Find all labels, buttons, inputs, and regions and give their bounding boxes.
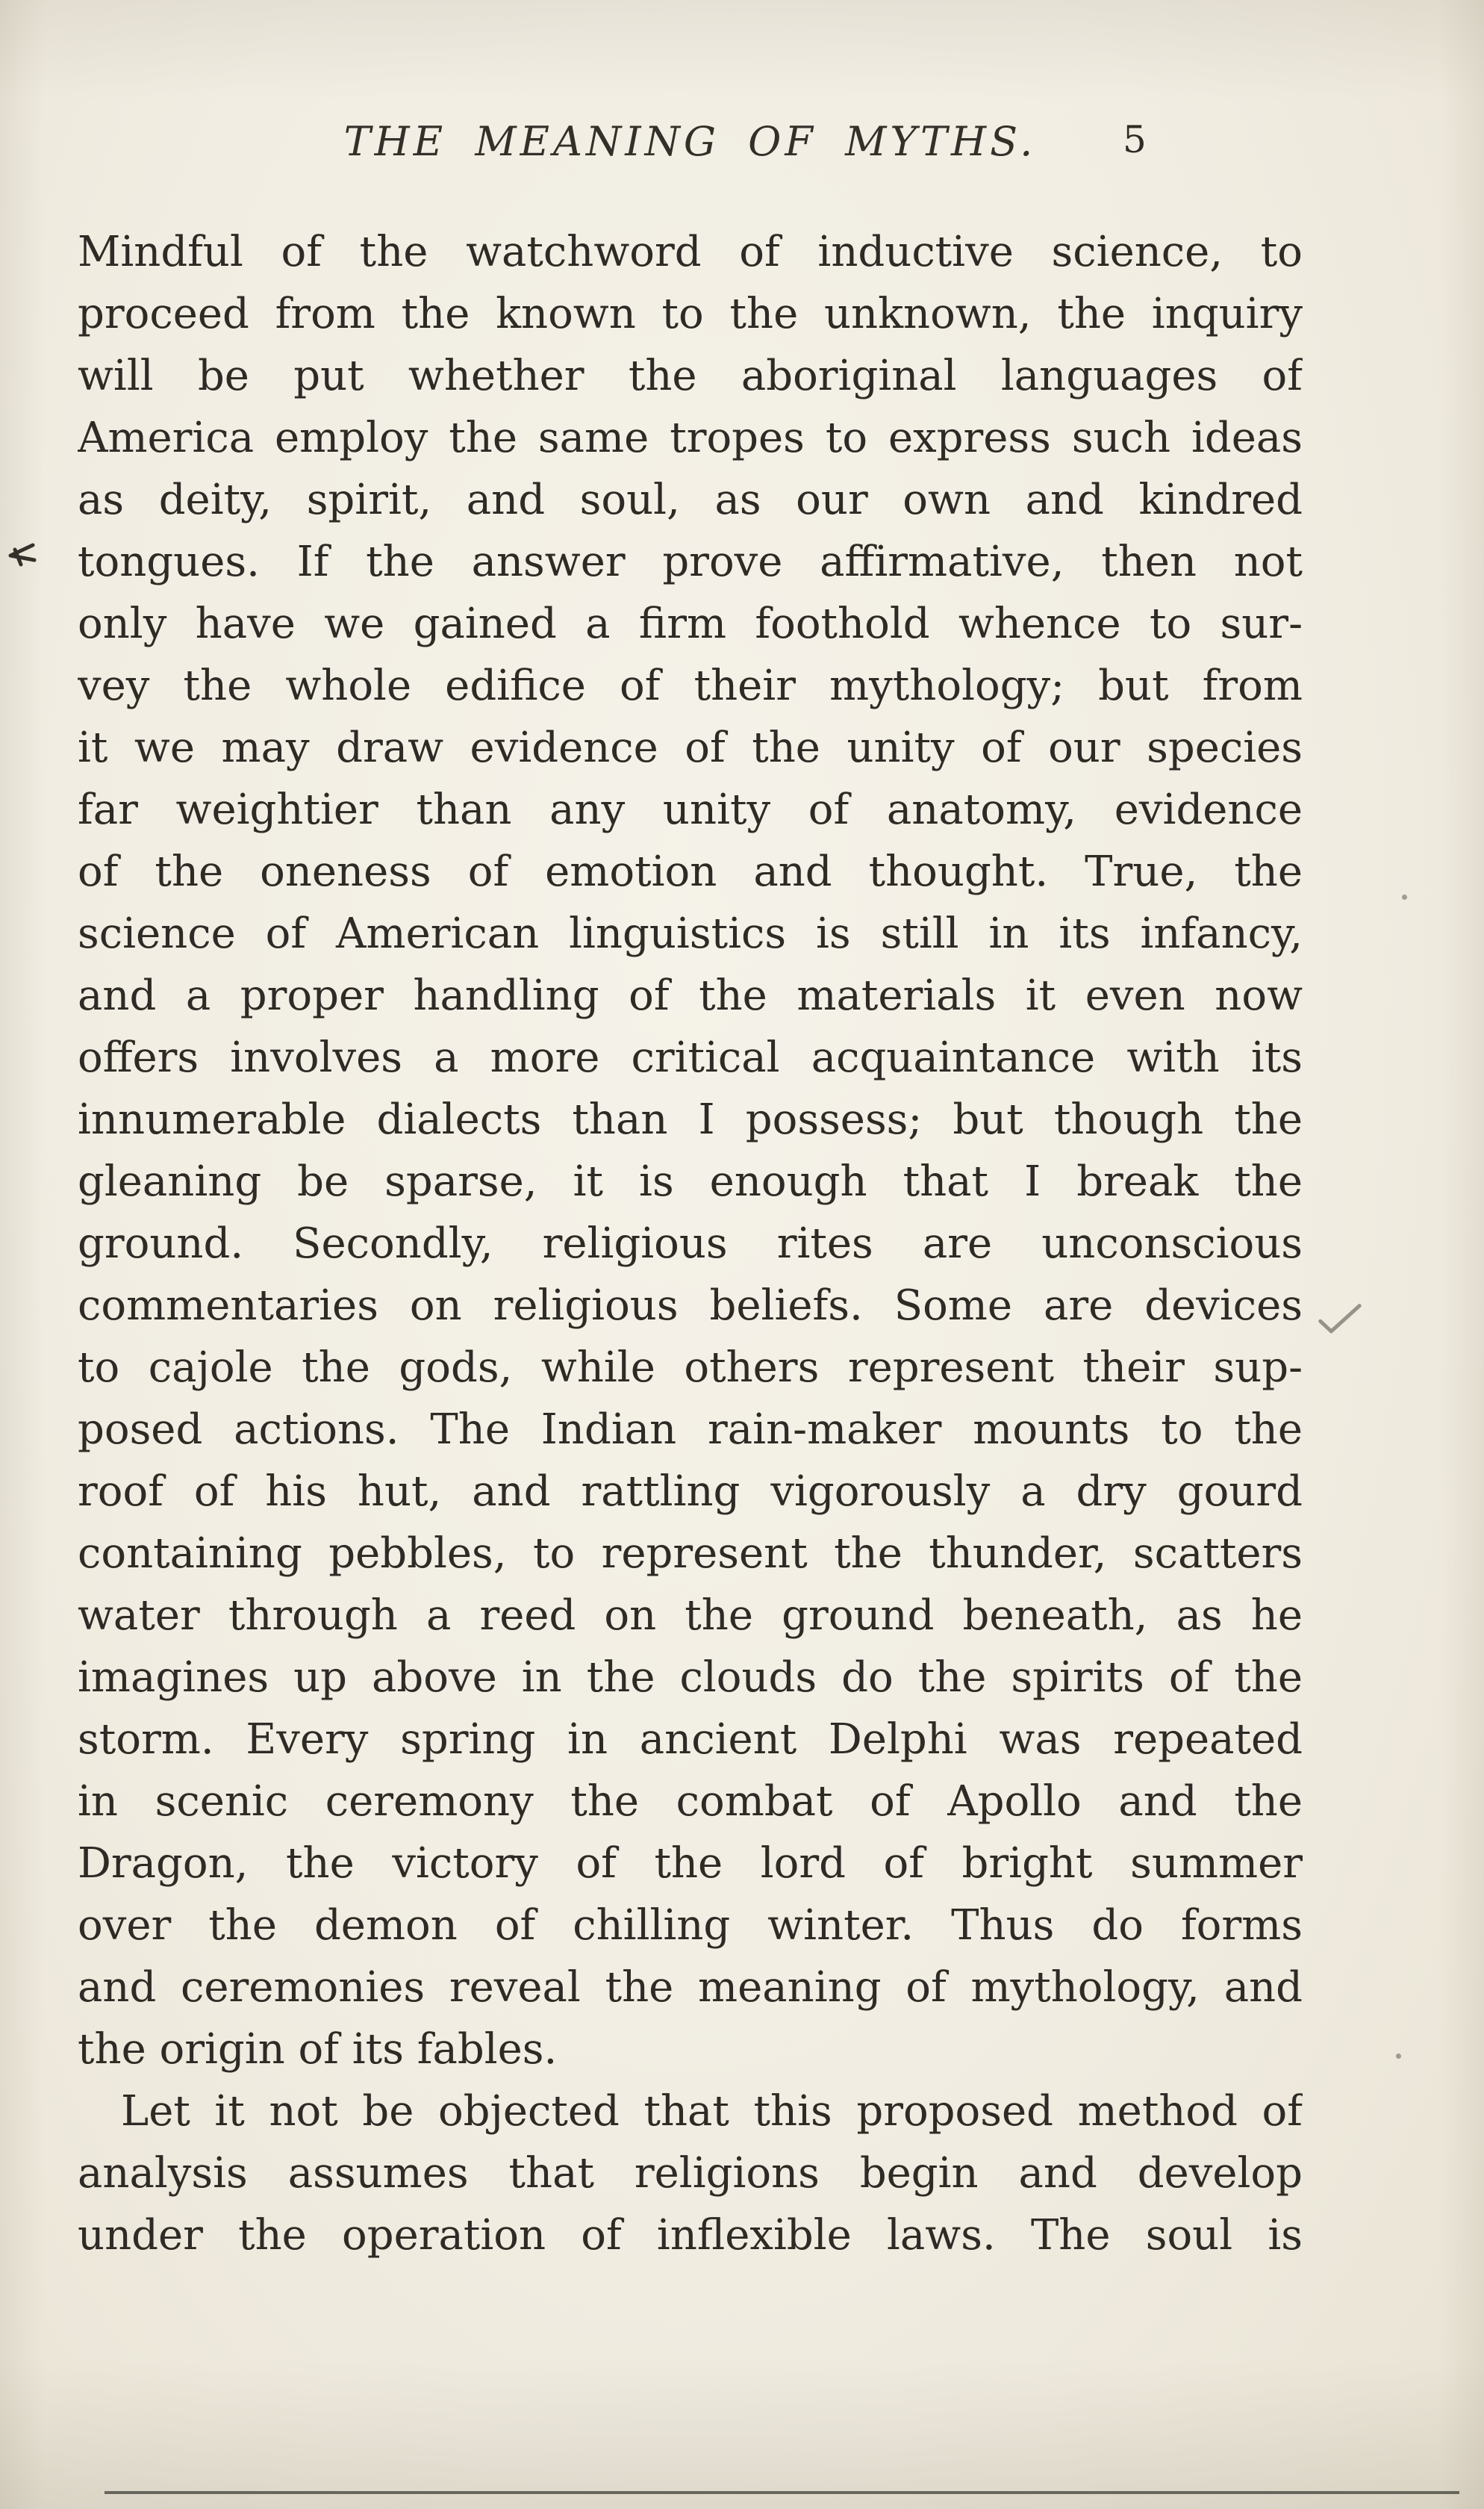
text-line: the origin of its fables. — [78, 2025, 558, 2074]
text-line: under the operation of inflexible laws. The soul is — [78, 2211, 1303, 2260]
text-line: imagines up above in the clouds do the spirits of the — [78, 1653, 1303, 1702]
text-line: tongues. If the answer prove affirmative, then not — [78, 538, 1303, 586]
running-title: THE MEANING OF MYTHS. — [343, 118, 1037, 165]
text-line: vey the whole edifice of their mythology; but from — [78, 662, 1303, 710]
text-line: ground. Secondly, religious rites are unconscious — [78, 1219, 1303, 1268]
text-line: roof of his hut, and rattling vigorously a dry gourd — [78, 1467, 1303, 1516]
text-line: innumerable dialects than I possess; but though the — [78, 1095, 1303, 1144]
scan-artifact-line — [105, 2491, 1459, 2494]
text-line: will be put whether the aboriginal languages of — [78, 352, 1303, 400]
text-line: analysis assumes that religions begin and develop — [78, 2149, 1303, 2198]
page-header — [78, 118, 1303, 185]
text-line: far weightier than any unity of anatomy, evidence — [78, 786, 1303, 834]
text-line: of the oneness of emotion and thought. True, the — [78, 848, 1303, 896]
scan-speck — [1396, 2053, 1401, 2059]
text-line: water through a reed on the ground beneath, as he — [78, 1591, 1303, 1640]
text-line: Dragon, the victory of the lord of bright summer — [78, 1839, 1303, 1888]
text-line: and a proper handling of the materials it even now — [78, 971, 1303, 1020]
text-line: science of American linguistics is still in its infancy, — [78, 910, 1303, 958]
text-line: posed actions. The Indian rain-maker mounts to the — [78, 1405, 1303, 1454]
text-line: gleaning be sparse, it is enough that I break the — [78, 1157, 1303, 1206]
text-line: commentaries on religious beliefs. Some are devices — [78, 1281, 1303, 1330]
page-body — [78, 221, 1303, 2266]
text-line: offers involves a more critical acquaintance with its — [78, 1033, 1303, 1082]
text-line: in scenic ceremony the combat of Apollo and the — [78, 1777, 1303, 1826]
ink-mark-icon — [7, 539, 39, 578]
text-line: proceed from the known to the unknown, the inquiry — [78, 290, 1303, 338]
text-line: and ceremonies reveal the meaning of mythology, and — [78, 1963, 1303, 2012]
text-line: only have we gained a firm foothold whence to sur- — [78, 600, 1303, 648]
scan-speck — [1402, 895, 1407, 900]
text-line: Let it not be objected that this proposed method of — [121, 2087, 1303, 2136]
page-number: 5 — [1123, 118, 1147, 161]
text-line: to cajole the gods, while others represent their sup- — [78, 1343, 1303, 1392]
text-line: containing pebbles, to represent the thunder, scatters — [78, 1529, 1303, 1578]
check-mark-icon — [1315, 1299, 1364, 1342]
paragraph-1 — [78, 221, 1303, 2080]
text-line: over the demon of chilling winter. Thus do forms — [78, 1901, 1303, 1950]
text-line: storm. Every spring in ancient Delphi was repeated — [78, 1715, 1303, 1764]
text-line: America employ the same tropes to express such ideas — [78, 414, 1303, 462]
paragraph-2 — [78, 2080, 1303, 2266]
text-line: Mindful of the watchword of inductive science, to — [78, 228, 1303, 276]
text-line: it we may draw evidence of the unity of our species — [78, 724, 1303, 772]
text-line: as deity, spirit, and soul, as our own and kindred — [78, 476, 1303, 524]
